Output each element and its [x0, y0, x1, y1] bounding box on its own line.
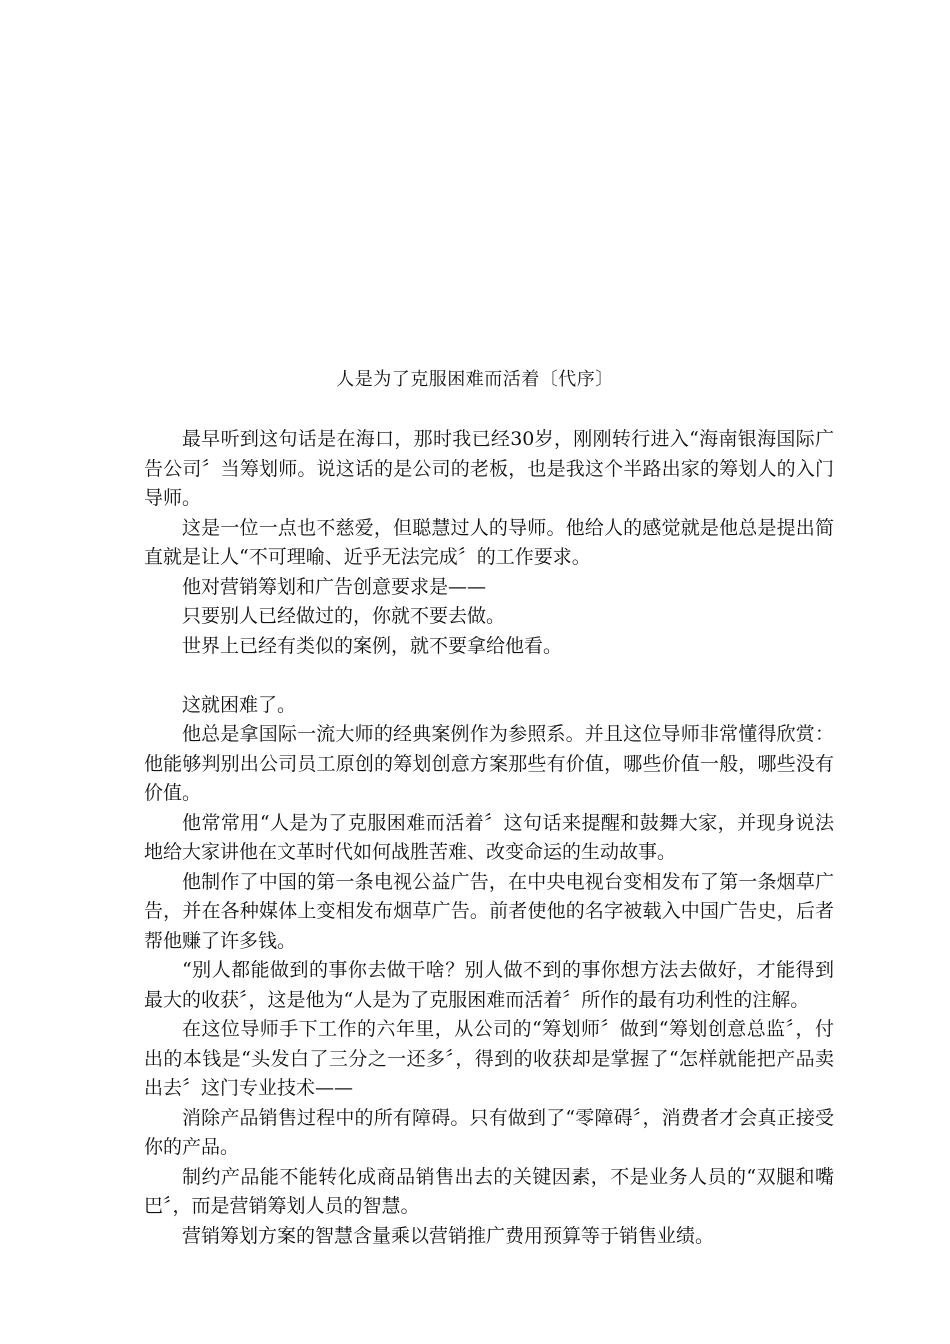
- paragraph-8: 他常常用“人是为了克服困难而活着〞这句话来提醒和鼓舞大家，并现身说法地给大家讲他在文革时代如何战胜苦难、改变命运的生动故事。: [144, 811, 834, 863]
- paragraph-13: 制约产品能不能转化成商品销售出去的关键因素，不是业务人员的“双腿和嘴巴〞，而是营销筹划人员的智慧。: [144, 1165, 834, 1217]
- paragraph-9: 他制作了中国的第一条电视公益广告，在中央电视台变相发布了第一条烟草广告，并在各种媒体上变相发布烟草广告。前者使他的名字被载入中国广告史，后者帮他赚了许多钱。: [144, 870, 834, 952]
- paragraph-5: 世界上已经有类似的案例，就不要拿给他看。: [182, 634, 563, 657]
- paragraph-7: 他总是拿国际一流大师的经典案例作为参照系。并且这位导师非常懂得欣赏：他能够判别出公司员工原创的筹划创意方案那些有价值，哪些价值一般，哪些没有价值。: [144, 723, 834, 804]
- document-body: [144, 425, 834, 1251]
- document-title: 人是为了克服困难而活着〔代序〕: [336, 369, 614, 390]
- paragraph-14: 营销筹划方案的智慧含量乘以营销推广费用预算等于销售业绩。: [182, 1224, 715, 1247]
- paragraph-3: 他对营销筹划和广告创意要求是——: [182, 575, 487, 598]
- blank-line: [144, 661, 834, 691]
- paragraph-12: 消除产品销售过程中的所有障碍。只有做到了“零障碍〞，消费者才会真正接受你的产品。: [144, 1106, 834, 1158]
- paragraph-6: 这就困难了。: [182, 693, 297, 716]
- paragraph-4: 只要别人已经做过的，你就不要去做。: [182, 605, 506, 627]
- paragraph-11: 在这位导师手下工作的六年里，从公司的“筹划师〞做到“筹划创意总监〞，付出的本钱是“头发白了三分之一还多〞，得到的收获却是掌握了“怎样就能把产品卖出去〞这门专业技术——: [144, 1018, 834, 1099]
- paragraph-2: 这是一位一点也不慈爱，但聪慧过人的导师。他给人的感觉就是他总是提出简直就是让人“不可理喻、近乎无法完成〞的工作要求。: [144, 516, 834, 568]
- paragraph-10: “别人都能做到的事你去做干啥？别人做不到的事你想方法去做好，才能得到最大的收获〞，这是他为“人是为了克服困难而活着〞所作的最有功利性的注解。: [144, 959, 834, 1011]
- paragraph-1: 最早听到这句话是在海口，那时我已经30岁，刚刚转行进入“海南银海国际广告公司〞当筹划师。说这话的是公司的老板，也是我这个半路出家的筹划人的入门导师。: [144, 428, 834, 509]
